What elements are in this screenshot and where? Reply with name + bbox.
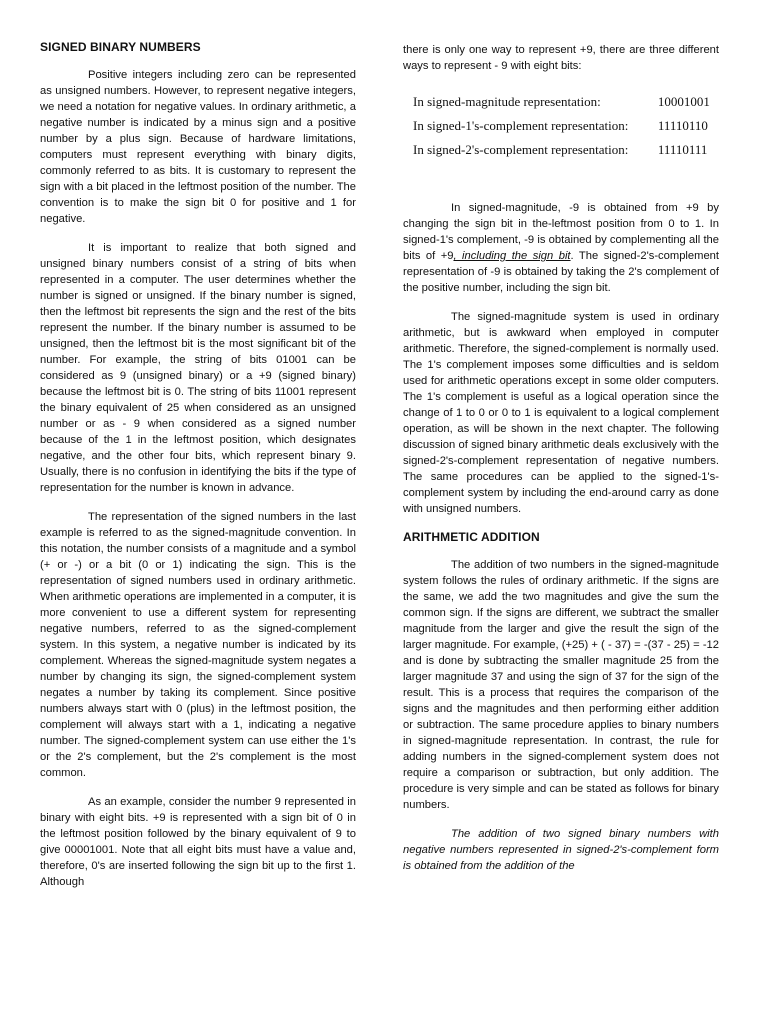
representation-value: 10001001 bbox=[657, 94, 710, 109]
paragraph bbox=[403, 200, 719, 296]
representation-label: In signed-2's-complement representation: bbox=[413, 142, 629, 157]
left-column bbox=[40, 40, 356, 903]
paragraph-italic: The addition of two signed binary numbers with negative numbers represented in signed-2's-complement form is obtained from the addition of the bbox=[403, 828, 719, 872]
paragraph: The signed-magnitude system is used in ordinary arithmetic, but is awkward when employed in computer arithmetic. Therefore, the signed-complement is normally used. The 1's complement imposes some difficulties and is seldom used for arithmetic operations except in some older computers. The 1's complement is useful as a logical operation since the change of 1 to 0 or 0 to 1 is equivalent to a logical complement operation, as will be shown in the next chapter. The following discussion of signed binary arithmetic deals exclusively with the signed-2's-complement representation of negative numbers. The same procedures can be applied to the signed-1's-complement system by including the end-around carry as done with unsigned numbers. bbox=[403, 311, 719, 515]
representation-label: In signed-1's-complement representation: bbox=[413, 118, 629, 133]
table-row bbox=[413, 140, 713, 164]
paragraph-continued: there is only one way to represent +9, there are three different ways to represent - 9 with eight bits: bbox=[403, 44, 719, 72]
representation-value: 11110110 bbox=[657, 118, 708, 133]
representation-label: In signed-magnitude representation: bbox=[413, 94, 601, 109]
underlined-text: , including the sign bit bbox=[453, 250, 571, 262]
paragraph: It is important to realize that both signed and unsigned binary numbers consist of a string of bits when represented in a computer. The user determines whether the number is signed or unsigned. If the binary number is signed, then the leftmost bit represents the sign and the rest of the bits represent the number. If the binary number is assumed to be unsigned, then the leftmost bit is the most significant bit of the number. For example, the string of bits 01001 can be considered as 9 (unsigned binary) or a +9 (signed binary) because the leftmost bit is 0. The string of bits 11001 represent the binary equivalent of 25 when considered as an unsigned number or as - 9 when considered as a signed number because of the 1 in the leftmost position, which designates negative, and the other four bits, which represent binary 9. Usually, there is no confusion in identifying the bits if the type of representation for the number is known in advance. bbox=[40, 242, 356, 494]
paragraph: The addition of two numbers in the signed-magnitude system follows the rules of ordinary arithmetic. If the signs are the same, we add the two magnitudes and give the sum the common sign. If the signs are different, we subtract the smaller magnitude from the larger and give the result the sign of the larger magnitude. For example, (+25) + ( - 37) = -(37 - 25) = -12 and is done by subtracting the smaller magnitude 25 from the larger magnitude 37 and using the sign of 37 for the sign of the result. This is a process that requires the comparison of the signs and the magnitudes and then performing either addition or subtraction. The same procedure applies to binary numbers in signed-magnitude representation. In contrast, the rule for adding numbers in the signed-complement system does not require a comparison or subtraction, but only addition. The procedure is very simple and can be stated as follows for binary numbers. bbox=[403, 559, 719, 811]
paragraph: The representation of the signed numbers in the last example is referred to as the signed-magnitude convention. In this notation, the number consists of a magnitude and a symbol (+ or -) or a bit (0 or 1) indicating the sign. This is the representation of signed numbers used in ordinary arithmetic. When arithmetic operations are implemented in a computer, it is more convenient to use a different system for representing negative numbers, referred to as the signed-complement system. In this system, a negative number is indicated by its complement. Whereas the signed-magnitude system negates a number by changing its sign, the signed-complement system negates a number by taking its complement. Since positive numbers always start with 0 (plus) in the leftmost position, the complement will always start with a 1, indicating a negative number. The signed-complement system can use either the 1's or the 2's complement, but the 2's complement is the most common. bbox=[40, 511, 356, 779]
section-heading-arithmetic-addition: ARITHMETIC ADDITION bbox=[403, 530, 540, 544]
representation-value: 11110111 bbox=[657, 142, 708, 157]
paragraph: Positive integers including zero can be represented as unsigned numbers. However, to represent negative integers, we need a notation for negative values. In ordinary arithmetic, a negative number is indicated by a minus sign and a positive number by a plus sign. Because of hardware limitations, computers must represent everything with binary digits, commonly referred to as bits. It is customary to represent the sign with a bit placed in the leftmost position of the number. The convention is to make the sign bit 0 for positive and 1 for negative. bbox=[40, 69, 356, 225]
table-row bbox=[413, 92, 713, 116]
right-column bbox=[403, 42, 719, 887]
representation-table bbox=[413, 92, 713, 164]
paragraph: As an example, consider the number 9 represented in binary with eight bits. +9 is represented with a sign bit of 0 in the leftmost position followed by the binary equivalent of 9 to give 00001001. Note that all eight bits must have a value and, therefore, 0's are inserted following the sign bit up to the first 1. Although bbox=[40, 796, 356, 888]
section-heading-signed-binary-numbers: SIGNED BINARY NUMBERS bbox=[40, 40, 201, 54]
paragraph-text: . The signed-2's-complement representation of -9 is obtained by taking the 2's complement of the positive number, including the sign bit. bbox=[403, 250, 719, 294]
paragraph-text: In signed-magnitude, -9 is obtained from +9 by changing the sign bit in the-leftmost position from 0 to 1. In signed-1's complement, -9 is obtained by complementing all the bits of +9 bbox=[403, 202, 719, 262]
table-row bbox=[413, 116, 713, 140]
